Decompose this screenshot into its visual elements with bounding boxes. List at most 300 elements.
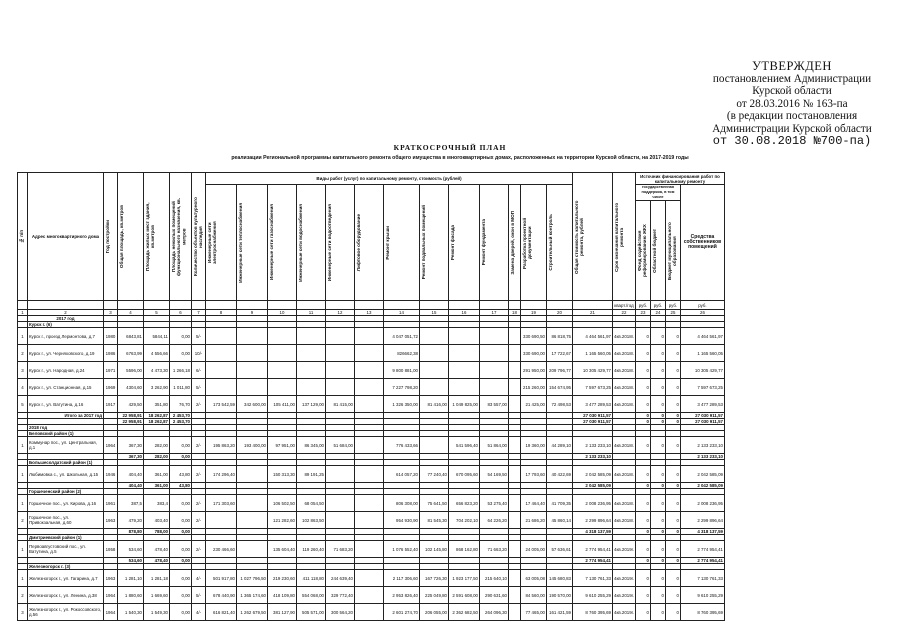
row-cost: 137 129,00 xyxy=(297,396,326,413)
row-cost xyxy=(355,362,384,379)
row-cost: 209 796,77 xyxy=(547,362,573,379)
approval-date-line xyxy=(697,135,887,148)
totals-financing: 0 xyxy=(665,529,680,535)
row-cost: 89 191,25 xyxy=(297,466,326,483)
totals-nonres-area: 0,00 xyxy=(170,529,192,535)
row-financing: 0 xyxy=(635,512,650,529)
approval-line: постановлением Администрации xyxy=(712,72,872,85)
row-heritage: 5/- xyxy=(192,379,206,396)
row-cost: 81 416,00 xyxy=(420,396,449,413)
unit-cell xyxy=(104,301,118,310)
row-financing: 7 597 673,25 xyxy=(680,379,724,396)
totals-financing: 0 xyxy=(650,413,665,419)
section-title: Большесолдатский район (1) xyxy=(28,460,104,466)
row-cost: 330 690,00 xyxy=(521,345,547,362)
row-cost: 17 464,40 xyxy=(521,495,547,512)
row-total-area: 6843,81 xyxy=(118,328,144,345)
col-deadline-header: Срок окончания капитального ремонта xyxy=(613,173,636,301)
row-cost: 119 260,40 xyxy=(297,541,326,558)
row-deadline: 4кв.2018г. xyxy=(613,437,636,454)
row-nonres-area: 0,00 xyxy=(170,541,192,558)
row-year: 1980 xyxy=(104,328,118,345)
row-number: 1 xyxy=(18,437,28,454)
section-title: Дмитриевский район (1) xyxy=(28,535,104,541)
unit-cell xyxy=(521,301,547,310)
row-financing: 9 610 255,29 xyxy=(680,587,724,604)
row-residential-area: 4 473,30 xyxy=(144,362,170,379)
row-cost: 1 027 796,50 xyxy=(237,570,268,587)
totals-financing: 0 xyxy=(635,419,650,425)
row-cost xyxy=(326,362,355,379)
row-nonres-area: 0,00 xyxy=(170,604,192,621)
row-financing: 0 xyxy=(665,328,680,345)
col-foundation-header: Ремонт фундамента xyxy=(480,185,509,301)
table-row xyxy=(18,362,725,379)
col-facade-header: Ремонт фасада xyxy=(449,185,480,301)
unit-cell xyxy=(28,301,104,310)
row-year: 1946 xyxy=(104,466,118,483)
row-residential-area: 5844,11 xyxy=(144,328,170,345)
row-cost xyxy=(206,345,237,362)
row-address: Курск г., ул. Станционная, д.15 xyxy=(28,379,104,396)
totals-financing: 27 030 911,57 xyxy=(680,413,724,419)
row-cost xyxy=(480,379,509,396)
row-number: 5 xyxy=(18,396,28,413)
row-cost: 193 400,00 xyxy=(237,437,268,454)
approval-line: от 28.03.2016 № 163-па xyxy=(736,97,848,110)
row-cost: 678 440,90 xyxy=(206,587,237,604)
row-residential-area: 403,40 xyxy=(144,512,170,529)
totals-cost: 2 133 233,10 xyxy=(573,454,613,460)
totals-nonres-area: 43,80 xyxy=(170,483,192,489)
row-cost: 1 923 177,50 xyxy=(449,570,480,587)
row-cost xyxy=(480,328,509,345)
row-cost: 329 772,40 xyxy=(326,587,355,604)
row-cost: 1 049 825,00 xyxy=(449,396,480,413)
row-financing: 0 xyxy=(650,512,665,529)
table-row xyxy=(18,541,725,558)
row-address: Курск г., ул. Черняховского, д.19 xyxy=(28,345,104,362)
row-cost: 1 076 552,40 xyxy=(384,541,420,558)
row-cost: 2 117 306,60 xyxy=(384,570,420,587)
totals-residential-area: 18 262,87 xyxy=(144,413,170,419)
row-nonres-area: 76,70 xyxy=(170,396,192,413)
row-cost: 24 005,00 xyxy=(521,541,547,558)
row-financing: 0 xyxy=(665,466,680,483)
row-residential-area: 1 669,60 xyxy=(144,587,170,604)
row-financing: 0 xyxy=(650,362,665,379)
row-year: 1986 xyxy=(104,345,118,362)
row-cost: 145 680,83 xyxy=(547,570,573,587)
row-nonres-area: 0,00 xyxy=(170,570,192,587)
row-total-area: 1 540,30 xyxy=(118,604,144,621)
row-cost: 105 411,00 xyxy=(268,396,297,413)
row-cost: 670 095,60 xyxy=(449,466,480,483)
row-financing: 2 008 236,95 xyxy=(680,495,724,512)
row-cost: 51 684,00 xyxy=(326,437,355,454)
totals-residential-area: 361,00 xyxy=(144,483,170,489)
unit-cell xyxy=(449,301,480,310)
row-cost: 86 818,75 xyxy=(547,328,573,345)
row-cost xyxy=(237,495,268,512)
row-deadline: 4кв.2018г. xyxy=(613,362,636,379)
row-financing: 0 xyxy=(635,604,650,621)
row-heritage: 2/- xyxy=(192,495,206,512)
unit-cell xyxy=(144,301,170,310)
row-cost xyxy=(420,379,449,396)
row-number: 1 xyxy=(18,570,28,587)
row-financing: 0 xyxy=(665,437,680,454)
column-number-cell: 4 xyxy=(118,310,144,316)
totals-financing: 0 xyxy=(650,558,665,564)
unit-cell xyxy=(18,301,28,310)
table-row xyxy=(18,437,725,454)
col-lift-header: Лифтовое оборудование xyxy=(355,185,384,301)
row-cost xyxy=(449,362,480,379)
row-cost: 954 930,90 xyxy=(384,512,420,529)
row-nonres-area: 0,00 xyxy=(170,512,192,529)
column-number-cell: 19 xyxy=(521,310,547,316)
column-number-cell: 26 xyxy=(680,310,724,316)
row-cost xyxy=(326,328,355,345)
unit-cell xyxy=(170,301,192,310)
totals-financing: 27 030 911,57 xyxy=(680,419,724,425)
row-financing: 0 xyxy=(650,328,665,345)
row-cost: 102 863,50 xyxy=(297,512,326,529)
unit-cell xyxy=(118,301,144,310)
row-total-area: 534,60 xyxy=(118,541,144,558)
row-deadline: 4кв.2018г. xyxy=(613,512,636,529)
row-deadline: 4кв.2018г. xyxy=(613,495,636,512)
works-group-header: Виды работ (услуг) по капитальному ремонту, стоимость (рублей) xyxy=(206,173,573,185)
row-cost xyxy=(449,345,480,362)
row-residential-area: 361,00 xyxy=(144,466,170,483)
row-address: Горшечное пос., ул. Привокзальная, д.60 xyxy=(28,512,104,529)
row-residential-area: 3 262,90 xyxy=(144,379,170,396)
row-financing: 2 774 954,41 xyxy=(680,541,724,558)
row-deadline: 4кв.2018г. xyxy=(613,328,636,345)
col-address-header: Адрес многоквартирного дома xyxy=(28,173,104,301)
row-cost: 75 641,50 xyxy=(420,495,449,512)
row-year: 1958 xyxy=(104,541,118,558)
table-row xyxy=(18,604,725,621)
row-cost: 244 639,40 xyxy=(326,570,355,587)
totals-financing: 0 xyxy=(665,413,680,419)
row-cost: 1 262 679,50 xyxy=(237,604,268,621)
row-financing: 1 165 560,05 xyxy=(680,345,724,362)
col-doors-header: Замена дверей, окон в МОП xyxy=(509,185,521,301)
row-financing: 0 xyxy=(665,495,680,512)
row-financing: 3 477 289,53 xyxy=(680,396,724,413)
row-financing: 0 xyxy=(665,587,680,604)
row-cost xyxy=(237,362,268,379)
row-nonres-area: 0,00 xyxy=(170,495,192,512)
row-heritage: 4/- xyxy=(192,604,206,621)
row-financing: 8 760 395,69 xyxy=(680,604,724,621)
table-row xyxy=(18,587,725,604)
column-number-cell: 9 xyxy=(237,310,268,316)
row-cost: 1 165 560,05 xyxy=(573,345,613,362)
row-cost: 2 362 682,50 xyxy=(449,604,480,621)
row-cost: 541 596,40 xyxy=(449,437,480,454)
row-number: 3 xyxy=(18,362,28,379)
row-cost xyxy=(509,379,521,396)
row-financing: 0 xyxy=(665,396,680,413)
column-number-cell: 16 xyxy=(449,310,480,316)
row-cost: 3 477 289,53 xyxy=(573,396,613,413)
row-cost: 17 793,60 xyxy=(521,466,547,483)
row-address: Первоавгустовский пос., ул. Ватутина, д.5 xyxy=(28,541,104,558)
row-cost xyxy=(420,345,449,362)
totals-financing: 0 xyxy=(665,558,680,564)
row-number: 1 xyxy=(18,466,28,483)
row-cost xyxy=(509,466,521,483)
totals-residential-area: 788,00 xyxy=(144,529,170,535)
table-row xyxy=(18,345,725,362)
row-nonres-area: 1 011,80 xyxy=(170,379,192,396)
row-cost: 68 054,50 xyxy=(297,495,326,512)
row-cost xyxy=(297,379,326,396)
row-number: 4 xyxy=(18,379,28,396)
row-cost: 342 600,00 xyxy=(237,396,268,413)
row-cost: 21 425,00 xyxy=(521,396,547,413)
row-financing: 0 xyxy=(650,379,665,396)
short-term-plan-table xyxy=(17,172,725,621)
totals-financing: 0 xyxy=(650,419,665,425)
row-cost xyxy=(509,604,521,621)
row-cost: 219 230,60 xyxy=(268,570,297,587)
row-residential-area: 282,00 xyxy=(144,437,170,454)
row-cost: 57 636,61 xyxy=(547,541,573,558)
row-cost: 501 917,80 xyxy=(206,570,237,587)
row-cost: 71 663,20 xyxy=(480,541,509,558)
row-number: 2 xyxy=(18,345,28,362)
column-number-cell: 14 xyxy=(384,310,420,316)
approval-date: 30.08.2018 xyxy=(734,134,807,148)
row-cost xyxy=(355,328,384,345)
row-number: 1 xyxy=(18,541,28,558)
row-cost xyxy=(509,345,521,362)
row-cost xyxy=(206,379,237,396)
row-cost xyxy=(509,541,521,558)
row-cost: 53 275,40 xyxy=(480,495,509,512)
column-number-cell: 20 xyxy=(547,310,573,316)
totals-total-area: 404,40 xyxy=(118,483,144,489)
row-cost xyxy=(355,437,384,454)
row-total-area: 479,20 xyxy=(118,512,144,529)
row-residential-area: 1 281,18 xyxy=(144,570,170,587)
row-cost: 411 118,80 xyxy=(297,570,326,587)
unit-cell: руб. xyxy=(680,301,724,310)
column-number-cell: 10 xyxy=(268,310,297,316)
row-cost: 4 047 051,72 xyxy=(384,328,420,345)
unit-cell xyxy=(384,301,420,310)
row-address: Горшечное пос., ул. Кирова, д.16 xyxy=(28,495,104,512)
col-residential-area-header: Площадь жилых мест здания, кв.метров xyxy=(144,173,170,301)
totals-total-area: 22 958,91 xyxy=(118,413,144,419)
row-total-area: 5596,00 xyxy=(118,362,144,379)
row-residential-area: 478,40 xyxy=(144,541,170,558)
table-row xyxy=(18,495,725,512)
row-cost: 290 631,60 xyxy=(480,587,509,604)
row-cost: 704 202,10 xyxy=(449,512,480,529)
row-cost xyxy=(509,587,521,604)
row-cost: 9 610 255,29 xyxy=(573,587,613,604)
row-heritage: 5/- xyxy=(192,328,206,345)
row-heritage: 2/- xyxy=(192,512,206,529)
col-region-header: Областной бюджет xyxy=(650,201,665,301)
row-cost xyxy=(420,328,449,345)
row-cost: 97 951,00 xyxy=(268,437,297,454)
totals-financing: 0 xyxy=(650,483,665,489)
unit-cell xyxy=(420,301,449,310)
row-cost xyxy=(297,345,326,362)
unit-cell xyxy=(192,301,206,310)
row-cost: 7 597 673,25 xyxy=(573,379,613,396)
row-cost: 190 570,00 xyxy=(547,587,573,604)
row-cost xyxy=(355,345,384,362)
row-cost: 63 005,08 xyxy=(521,570,547,587)
totals-cost: 27 030 911,57 xyxy=(573,413,613,419)
row-deadline: 4кв.2018г. xyxy=(613,396,636,413)
col-sewer-header: Инженерные сети водоотведения xyxy=(326,185,355,301)
row-financing: 0 xyxy=(635,541,650,558)
approval-line: Курской области xyxy=(752,85,832,97)
row-residential-area: 4 556,66 xyxy=(144,345,170,362)
row-cost xyxy=(355,587,384,604)
row-nonres-area: 0,00 xyxy=(170,437,192,454)
row-cost: 418 109,80 xyxy=(268,587,297,604)
row-number: 2 xyxy=(18,587,28,604)
row-cost: 83 557,00 xyxy=(480,396,509,413)
row-cost: 71 683,20 xyxy=(326,541,355,558)
row-cost: 7 227 798,20 xyxy=(384,379,420,396)
col-municipal-header: Бюджет муниципального образования xyxy=(665,201,680,301)
row-financing: 0 xyxy=(650,495,665,512)
row-nonres-area: 1 266,18 xyxy=(170,362,192,379)
row-cost: 45 860,14 xyxy=(547,512,573,529)
totals-residential-area: 478,40 xyxy=(144,558,170,564)
table-row xyxy=(18,570,725,587)
row-cost: 10 305 429,77 xyxy=(573,362,613,379)
row-cost: 8 760 395,69 xyxy=(573,604,613,621)
row-cost: 2 042 585,09 xyxy=(573,466,613,483)
row-cost xyxy=(326,466,355,483)
row-cost: 154 674,95 xyxy=(547,379,573,396)
unit-cell xyxy=(355,301,384,310)
unit-cell xyxy=(206,301,237,310)
row-residential-area: 383,4 xyxy=(144,495,170,512)
row-cost xyxy=(268,345,297,362)
row-total-area: 429,50 xyxy=(118,396,144,413)
row-cost: 72 498,53 xyxy=(547,396,573,413)
col-control-header: Строительный контроль xyxy=(547,185,573,301)
row-cost: 2 953 826,40 xyxy=(384,587,420,604)
row-cost: 64 226,20 xyxy=(480,512,509,529)
column-number-cell: 12 xyxy=(326,310,355,316)
col-electric-header: Инженерные сети электроснабжения xyxy=(206,185,237,301)
totals-financing: 0 xyxy=(650,529,665,535)
row-cost: 102 145,80 xyxy=(420,541,449,558)
row-year: 1971 xyxy=(104,362,118,379)
column-number-cell: 1 xyxy=(18,310,28,316)
column-number-cell: 25 xyxy=(665,310,680,316)
row-nonres-area: 43,80 xyxy=(170,466,192,483)
row-financing: 0 xyxy=(665,604,680,621)
column-number-cell: 2 xyxy=(28,310,104,316)
table-body xyxy=(18,316,725,621)
totals-total-area: 534,60 xyxy=(118,558,144,564)
row-cost: 806 308,00 xyxy=(384,495,420,512)
row-cost: 2 299 896,64 xyxy=(573,512,613,529)
row-financing: 0 xyxy=(635,379,650,396)
row-deadline: 4кв.2019г. xyxy=(613,604,636,621)
row-financing: 0 xyxy=(665,512,680,529)
row-financing: 0 xyxy=(635,396,650,413)
row-cost xyxy=(297,362,326,379)
row-cost: 7 130 761,33 xyxy=(573,570,613,587)
row-cost xyxy=(509,495,521,512)
unit-cell: кварт./год xyxy=(614,302,634,308)
row-heritage: 6/- xyxy=(192,362,206,379)
row-year: 1964 xyxy=(104,587,118,604)
row-cost xyxy=(326,345,355,362)
section-title: Железногорск г. (3) xyxy=(28,564,104,570)
unit-cell xyxy=(237,301,268,310)
row-cost xyxy=(268,362,297,379)
row-cost: 2 774 954,41 xyxy=(573,541,613,558)
unit-cell xyxy=(326,301,355,310)
row-deadline: 4кв.2019г. xyxy=(613,570,636,587)
row-financing: 7 130 761,33 xyxy=(680,570,724,587)
row-heritage: 10/- xyxy=(192,345,206,362)
row-cost xyxy=(237,466,268,483)
units-row xyxy=(18,301,725,310)
row-cost: 616 821,40 xyxy=(206,604,237,621)
row-total-area: 1 880,60 xyxy=(118,587,144,604)
col-total-cost-header: Общая стоимость капитального ремонта, рублей xyxy=(573,173,613,301)
row-deadline: 4кв.2019г. xyxy=(613,541,636,558)
row-cost xyxy=(449,328,480,345)
unit-cell xyxy=(480,301,509,310)
section-title: Курск г. (6) xyxy=(28,322,104,328)
section-title: Горшеченский район (2) xyxy=(28,489,104,495)
totals-nonres-area: 2 453,70 xyxy=(170,419,192,425)
row-financing: 0 xyxy=(650,437,665,454)
row-cost: 1 365 174,60 xyxy=(237,587,268,604)
row-cost xyxy=(509,396,521,413)
row-cost: 264 096,30 xyxy=(480,604,509,621)
row-cost: 84 560,00 xyxy=(521,587,547,604)
row-financing: 2 042 585,09 xyxy=(680,466,724,483)
row-financing: 4 464 561,97 xyxy=(680,328,724,345)
table-row xyxy=(18,466,725,483)
column-number-cell: 15 xyxy=(420,310,449,316)
column-number-cell: 11 xyxy=(297,310,326,316)
row-total-area: 1 281,10 xyxy=(118,570,144,587)
totals-residential-area: 18 262,87 xyxy=(144,419,170,425)
unit-cell: руб. xyxy=(635,301,650,310)
row-year: 1963 xyxy=(104,512,118,529)
row-year: 1961 xyxy=(104,495,118,512)
row-cost: 9 800 881,00 xyxy=(384,362,420,379)
row-cost: 2 008 236,95 xyxy=(573,495,613,512)
row-deadline: 4кв.2018г. xyxy=(613,466,636,483)
row-cost: 554 068,00 xyxy=(297,587,326,604)
unit-cell xyxy=(268,301,297,310)
table-row xyxy=(18,396,725,413)
row-cost xyxy=(420,362,449,379)
